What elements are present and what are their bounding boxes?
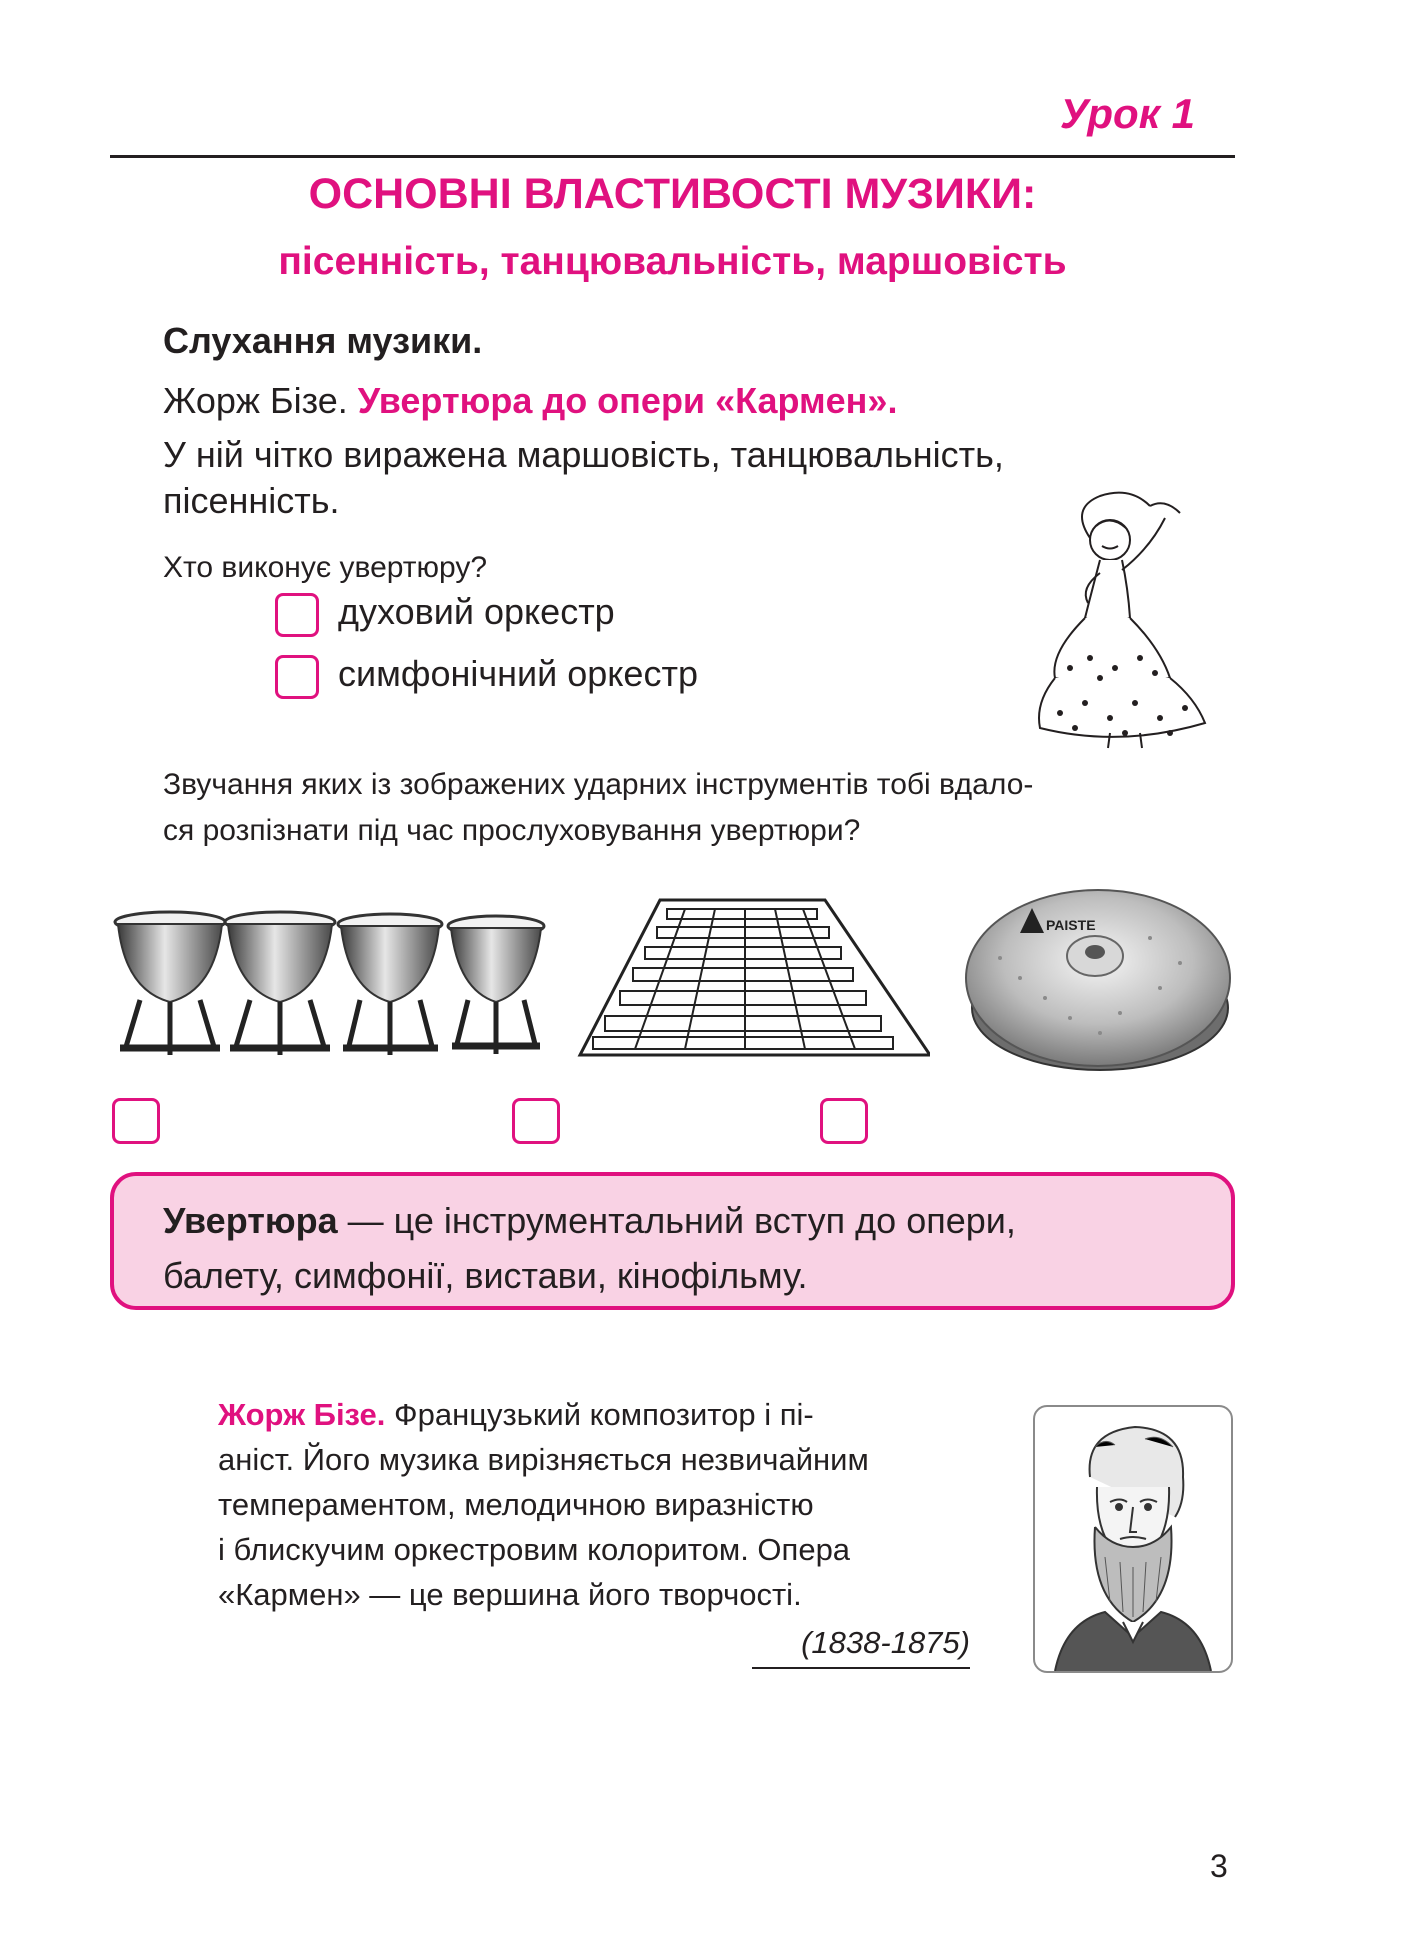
question-instruments-line1: Звучання яких із зображених ударних інструментів тобі вдало-: [163, 768, 1034, 801]
checkbox-xylophone[interactable]: [512, 1098, 560, 1144]
bio-text4: і блискучим оркестровим колоритом. Опера: [218, 1532, 851, 1567]
checkbox-brass-orchestra[interactable]: [275, 593, 319, 637]
definition-text1: — це інструментальний вступ до опери,: [337, 1200, 1016, 1241]
composer-bio: [218, 1392, 970, 1617]
dates-underline: [752, 1667, 970, 1669]
listening-desc-line1: У ній чітко виражена маршовість, танцювальність,: [163, 434, 1004, 475]
question-performer: Хто виконує увертюру?: [163, 551, 488, 584]
question-instruments-line2: ся розпізнати під час прослуховування увертюри?: [163, 814, 861, 847]
listening-desc-line2: пісенність.: [163, 480, 340, 521]
lesson-label: Урок 1: [1060, 90, 1196, 137]
xylophone-image: [575, 895, 930, 1065]
definition-line1: [163, 1198, 1016, 1244]
composer-name: Жорж Бізе.: [163, 380, 348, 421]
checkbox-cymbals[interactable]: [820, 1098, 868, 1144]
work-title: Увертюра до опери «Кармен».: [357, 380, 898, 421]
cymbals-image: [960, 878, 1235, 1078]
dancer-illustration: [1030, 478, 1230, 753]
bio-name: Жорж Бізе.: [218, 1397, 386, 1432]
bio-dates: (1838-1875): [801, 1625, 970, 1660]
bio-text5: «Кармен» — це вершина його творчості.: [218, 1577, 802, 1612]
header-rule: [110, 155, 1235, 158]
definition-line2: балету, симфонії, вистави, кінофільму.: [163, 1255, 808, 1296]
checkbox-symphony-orchestra[interactable]: [275, 655, 319, 699]
listening-work-line: [163, 378, 897, 424]
bio-text2: аніст. Його музика вирізняється незвичайним: [218, 1442, 869, 1477]
cymbal-brand: PAISTE: [1046, 917, 1096, 933]
option-brass-orchestra: духовий оркестр: [338, 591, 615, 632]
bio-text1: Французький композитор і пі-: [385, 1397, 814, 1432]
bio-text3: темпераментом, мелодичною виразністю: [218, 1487, 814, 1522]
bizet-portrait: [1035, 1407, 1231, 1671]
page-subtitle: пісенність, танцювальність, маршовість: [278, 240, 1067, 283]
option-symphony-orchestra: симфонічний оркестр: [338, 653, 698, 694]
timpani-image: [110, 900, 550, 1070]
page-number: 3: [1210, 1848, 1228, 1884]
definition-term: Увертюра: [163, 1200, 338, 1241]
checkbox-timpani[interactable]: [112, 1098, 160, 1144]
listening-heading: Слухання музики.: [163, 320, 483, 361]
page-title: ОСНОВНІ ВЛАСТИВОСТІ МУЗИКИ:: [308, 170, 1037, 218]
portrait-frame: [1033, 1405, 1233, 1673]
